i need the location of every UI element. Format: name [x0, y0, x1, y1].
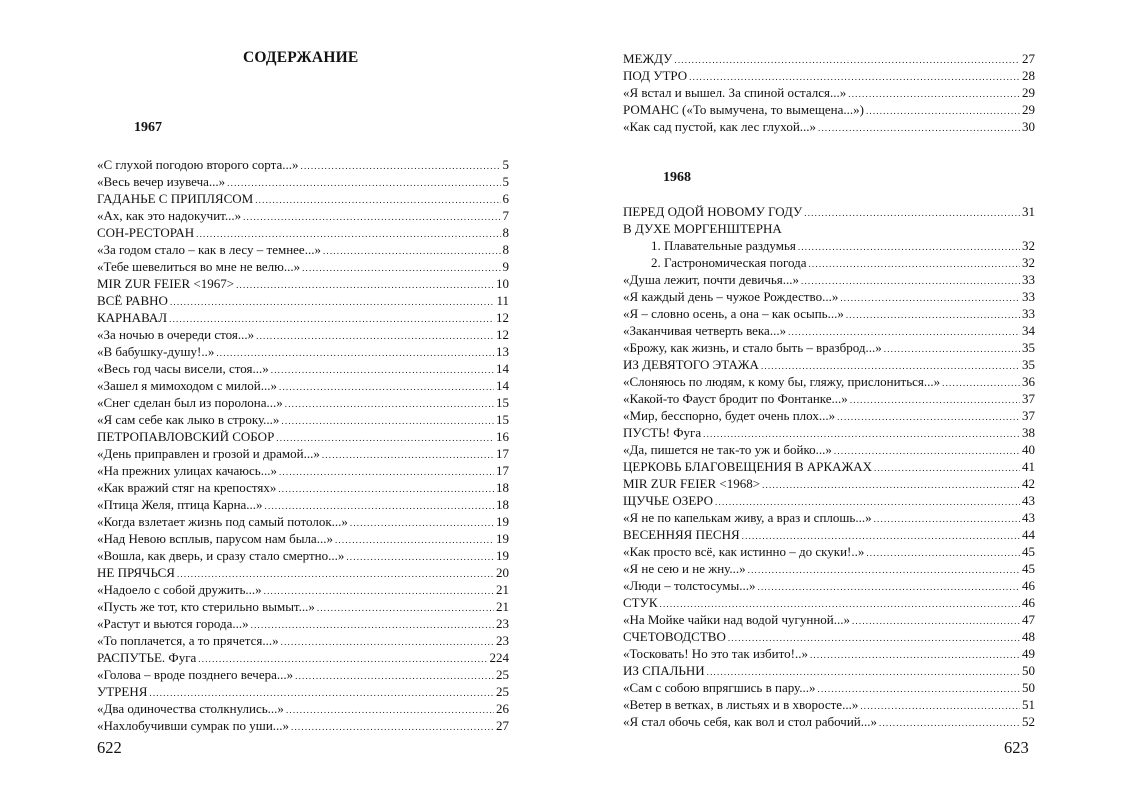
toc-entry-page: 33 [1022, 272, 1035, 287]
toc-entry-title: «Я каждый день – чужое Рождество...» [623, 289, 839, 304]
toc-entry-page: 43 [1022, 493, 1035, 508]
toc-entry-title: «Тосковать! Но это так избито!..» [623, 646, 808, 661]
toc-entry-page: 224 [489, 650, 509, 665]
toc-entry-title: «За ночью в очереди стоя...» [97, 327, 255, 342]
toc-entry-page: 23 [496, 633, 509, 648]
toc-entry-title: «На Мойке чайки над водой чугунной...» [623, 612, 850, 627]
dot-leader [256, 328, 494, 343]
dot-leader [177, 566, 494, 581]
toc-entry-title: ВЕСЕННЯЯ ПЕСНЯ [623, 527, 740, 542]
toc-entry [97, 564, 509, 581]
toc-entry [97, 190, 509, 207]
toc-entry-page: 30 [1022, 119, 1035, 134]
toc-entry-title: «Я стал обочь себя, как вол и стол рабочий...» [623, 714, 877, 729]
toc-entry [623, 628, 1035, 645]
page-number-left: 622 [97, 738, 122, 757]
toc-entry-title: «Люди – толстосумы...» [623, 578, 756, 593]
dot-leader [149, 685, 494, 700]
dot-leader [196, 226, 500, 241]
toc-entry [623, 475, 1035, 492]
toc-entry [623, 67, 1035, 84]
dot-leader [866, 545, 1020, 560]
toc-entry [623, 526, 1035, 543]
toc-entry [623, 509, 1035, 526]
toc-entry-page: 23 [496, 616, 509, 631]
toc-entry-page: 7 [502, 208, 509, 223]
toc-entry-page: 16 [496, 429, 509, 444]
dot-leader [170, 294, 495, 309]
toc-entry [623, 713, 1035, 730]
toc-entry [97, 326, 509, 343]
toc-entry-page: 41 [1022, 459, 1035, 474]
dot-leader [852, 613, 1020, 628]
toc-entry-page: 11 [496, 293, 509, 308]
toc-entry [97, 411, 509, 428]
toc-entry-title: «Тебе шевелиться во мне не велю...» [97, 259, 301, 274]
dot-leader [674, 52, 1020, 67]
toc-entry-page: 15 [496, 395, 509, 410]
toc-entry [623, 373, 1035, 390]
toc-entry [623, 407, 1035, 424]
toc-entry-title: «Какой-то Фауст бродит по Фонтанке...» [623, 391, 848, 406]
toc-entry [623, 662, 1035, 679]
toc-entry-title: КАРНАВАЛ [97, 310, 168, 325]
toc-entry-title: ПОД УТРО [623, 68, 688, 83]
toc-entry [623, 577, 1035, 594]
dot-leader [703, 426, 1020, 441]
dot-leader [804, 205, 1020, 220]
toc-entry [97, 683, 509, 700]
dot-leader [689, 69, 1020, 84]
toc-entry [623, 288, 1035, 305]
toc-entry-title: MIR ZUR FEIER <1968> [623, 476, 761, 491]
toc-entry-page: 14 [496, 361, 509, 376]
toc-entry [623, 50, 1035, 67]
toc-entry [623, 322, 1035, 339]
dot-leader [762, 477, 1020, 492]
toc-entry-page: 31 [1022, 204, 1035, 219]
dot-leader [798, 239, 1020, 254]
toc-entry-title: ГАДАНЬЕ С ПРИПЛЯСОМ [97, 191, 254, 206]
toc-entry-page: 37 [1022, 391, 1035, 406]
toc-entry-title: «С глухой погодою второго сорта...» [97, 157, 299, 172]
toc-entry-page: 27 [1022, 51, 1035, 66]
dot-leader [801, 273, 1020, 288]
toc-entry-title: ПУСТЬ! Фуга [623, 425, 702, 440]
toc-entry-page: 35 [1022, 357, 1035, 372]
toc-entry [623, 594, 1035, 611]
toc-entry [97, 258, 509, 275]
toc-entry [623, 237, 1035, 254]
toc-entry-page: 28 [1022, 68, 1035, 83]
toc-entry [97, 700, 509, 717]
dot-leader [335, 532, 494, 547]
toc-entry-title: «Я не сею и не жну...» [623, 561, 746, 576]
toc-entry-title: «Зашел я мимоходом с милой...» [97, 378, 277, 393]
toc-entry [97, 717, 509, 734]
toc-entry-page: 45 [1022, 561, 1035, 576]
dot-leader [281, 634, 494, 649]
toc-entry [97, 649, 509, 666]
toc-entry-page: 19 [496, 514, 509, 529]
toc-entry-page: 12 [496, 310, 509, 325]
toc-entry-page: 26 [496, 701, 509, 716]
dot-leader [860, 698, 1020, 713]
toc-entry-page: 21 [496, 599, 509, 614]
dot-leader [818, 681, 1021, 696]
toc-entry-page: 27 [496, 718, 509, 733]
dot-leader [866, 103, 1020, 118]
toc-entry [623, 696, 1035, 713]
toc-entry [623, 101, 1035, 118]
toc-entry [97, 598, 509, 615]
toc-entry-title: «Весь вечер изувеча...» [97, 174, 226, 189]
toc-entry [623, 492, 1035, 509]
toc-entry-title: «Душа лежит, почти девичья...» [623, 272, 800, 287]
toc-entry-title: «Нахлобучивши сумрак по уши...» [97, 718, 290, 733]
toc-entry-page: 15 [496, 412, 509, 427]
dot-leader [279, 379, 494, 394]
toc-entry [97, 615, 509, 632]
dot-leader [707, 664, 1020, 679]
dot-leader [874, 460, 1020, 475]
toc-list-1967-continued [623, 50, 1035, 135]
toc-entry-page: 33 [1022, 306, 1035, 321]
toc-entry-page: 33 [1022, 289, 1035, 304]
toc-entry-title: ЦЕРКОВЬ БЛАГОВЕЩЕНИЯ В АРКАЖАХ [623, 459, 872, 474]
toc-entry-title: РОМАНС («То вымучена, то вымещена...») [623, 102, 864, 117]
toc-entry [623, 203, 1035, 220]
toc-entry-page: 50 [1022, 680, 1035, 695]
section-year-1967: 1967 [134, 120, 162, 135]
toc-entry-page: 8 [502, 225, 509, 240]
toc-entry-title: «В бабушку-душу!..» [97, 344, 215, 359]
toc-entry [623, 679, 1035, 696]
toc-entry-page: 19 [496, 548, 509, 563]
dot-leader [660, 596, 1021, 611]
toc-entry-title: ВСЁ РАВНО [97, 293, 168, 308]
toc-entry-title: «Ветер в ветках, в листьях и в хворосте...» [623, 697, 859, 712]
toc-entry-title: «Когда взлетает жизнь под самый потолок...» [97, 514, 348, 529]
dot-leader [346, 549, 494, 564]
toc-entry-page: 50 [1022, 663, 1035, 678]
right-page [566, 0, 1132, 800]
toc-entry [623, 645, 1035, 662]
toc-entry-page: 5 [502, 157, 509, 172]
dot-leader [278, 481, 494, 496]
toc-entry-title: ИЗ СПАЛЬНИ [623, 663, 705, 678]
toc-entry-title: «Слоняюсь по людям, к кому бы, гляжу, прислониться...» [623, 374, 941, 389]
toc-entry-page: 25 [496, 667, 509, 682]
dot-leader [255, 192, 500, 207]
toc-entry-title: «Снег сделан был из поролона...» [97, 395, 283, 410]
dot-leader [227, 175, 500, 190]
toc-entry-title: ПЕТРОПАВЛОВСКИЙ СОБОР [97, 429, 275, 444]
dot-leader [285, 396, 494, 411]
dot-leader [942, 375, 1020, 390]
dot-leader [281, 413, 494, 428]
toc-entry [623, 254, 1035, 271]
dot-leader [840, 290, 1020, 305]
dot-leader [279, 464, 494, 479]
dot-leader [850, 392, 1020, 407]
toc-entry [97, 666, 509, 683]
dot-leader [291, 719, 494, 734]
toc-entry-title: «Пусть же тот, кто стерильно вымыт...» [97, 599, 315, 614]
toc-entry-title: ИЗ ДЕВЯТОГО ЭТАЖА [623, 357, 759, 372]
toc-entry-page: 21 [496, 582, 509, 597]
toc-entry-title: «Брожу, как жизнь, и стало быть – вразброд...» [623, 340, 882, 355]
toc-entry-title: НЕ ПРЯЧЬСЯ [97, 565, 175, 580]
dot-leader [742, 528, 1020, 543]
toc-entry [97, 241, 509, 258]
toc-entry-title: «Растут и вьются города...» [97, 616, 249, 631]
toc-entry-page: 17 [496, 463, 509, 478]
toc-entry-page: 6 [502, 191, 509, 206]
toc-entry [97, 309, 509, 326]
toc-entry-title: «За годом стало – как в лесу – темнее...» [97, 242, 321, 257]
toc-entry-page: 48 [1022, 629, 1035, 644]
dot-leader [808, 256, 1020, 271]
toc-entry-page: 38 [1022, 425, 1035, 440]
dot-leader [271, 362, 494, 377]
toc-entry [97, 377, 509, 394]
dot-leader [301, 158, 501, 173]
toc-entry [97, 496, 509, 513]
toc-entry-page: 51 [1022, 697, 1035, 712]
toc-entry [623, 356, 1035, 373]
contents-heading: СОДЕРЖАНИЕ [243, 49, 359, 66]
toc-entry-title: «Вошла, как дверь, и сразу стало смертно...» [97, 548, 345, 563]
toc-entry [97, 445, 509, 462]
section-year-1968: 1968 [663, 170, 691, 185]
toc-entry-page: 32 [1022, 255, 1035, 270]
toc-entry-title: СОН-РЕСТОРАН [97, 225, 195, 240]
dot-leader [317, 600, 494, 615]
toc-entry-page: 43 [1022, 510, 1035, 525]
toc-entry-title: «Я – словно осень, а она – как осыпь...» [623, 306, 844, 321]
dot-leader [286, 702, 494, 717]
dot-leader [276, 430, 494, 445]
toc-entry [97, 513, 509, 530]
toc-entry-title: УТРЕНЯ [97, 684, 148, 699]
toc-entry-title: «Ах, как это надокучит...» [97, 208, 242, 223]
toc-entry-page: 37 [1022, 408, 1035, 423]
toc-entry-page: 46 [1022, 595, 1035, 610]
toc-entry [623, 441, 1035, 458]
dot-leader [323, 243, 501, 258]
toc-entry [97, 343, 509, 360]
toc-entry-page: 5 [502, 174, 509, 189]
toc-list-1967 [97, 156, 509, 734]
dot-leader [788, 324, 1020, 339]
toc-entry [623, 543, 1035, 560]
toc-entry-title: «День приправлен и грозой и драмой...» [97, 446, 320, 461]
toc-entry-title: «То поплачется, а то прячется...» [97, 633, 279, 648]
page-number-right: 623 [1004, 738, 1029, 757]
dot-leader [216, 345, 494, 360]
toc-entry-page: 17 [496, 446, 509, 461]
toc-entry-page: 20 [496, 565, 509, 580]
toc-entry [623, 424, 1035, 441]
toc-entry [623, 339, 1035, 356]
toc-entry-page: 14 [496, 378, 509, 393]
toc-entry-page: 46 [1022, 578, 1035, 593]
toc-entry [623, 560, 1035, 577]
dot-leader [243, 209, 500, 224]
dot-leader [295, 668, 494, 683]
toc-entry-page: 12 [496, 327, 509, 342]
toc-entry [623, 305, 1035, 322]
toc-entry-page: 42 [1022, 476, 1035, 491]
dot-leader [761, 358, 1020, 373]
toc-entry-page: 34 [1022, 323, 1035, 338]
toc-entry-title: СЧЕТОВОДСТВО [623, 629, 726, 644]
toc-entry [97, 530, 509, 547]
toc-entry [97, 581, 509, 598]
toc-entry [623, 220, 1035, 237]
toc-entry-title: «Как сад пустой, как лес глухой...» [623, 119, 817, 134]
toc-entry-page: 49 [1022, 646, 1035, 661]
toc-entry-title: «Я сам себе как лыко в строку...» [97, 412, 280, 427]
toc-entry-title: «Мир, бесспорно, будет очень плох...» [623, 408, 836, 423]
toc-entry-title: РАСПУТЬЕ. Фуга [97, 650, 197, 665]
toc-entry [97, 275, 509, 292]
dot-leader [265, 498, 494, 513]
toc-entry-title: «Я встал и вышел. За спиной остался...» [623, 85, 847, 100]
dot-leader [198, 651, 487, 666]
toc-entry-page: 36 [1022, 374, 1035, 389]
toc-entry-title: «На прежних улицах качаюсь...» [97, 463, 277, 478]
dot-leader [264, 583, 494, 598]
toc-entry-page: 44 [1022, 527, 1035, 542]
toc-entry [623, 118, 1035, 135]
dot-leader [251, 617, 494, 632]
toc-entry-page: 29 [1022, 102, 1035, 117]
toc-entry [97, 632, 509, 649]
toc-entry-title: «Голова – вроде позднего вечера...» [97, 667, 294, 682]
toc-entry-title: MIR ZUR FEIER <1967> [97, 276, 235, 291]
toc-entry-page: 18 [496, 497, 509, 512]
dot-leader [350, 515, 494, 530]
toc-entry [623, 271, 1035, 288]
toc-entry-page: 25 [496, 684, 509, 699]
toc-entry [623, 84, 1035, 101]
toc-entry [97, 547, 509, 564]
dot-leader [848, 86, 1020, 101]
toc-entry [623, 611, 1035, 628]
toc-entry-title: «Я не по капелькам живу, а враз и сплошь...» [623, 510, 872, 525]
toc-entry [97, 207, 509, 224]
toc-entry [97, 173, 509, 190]
dot-leader [846, 307, 1020, 322]
dot-leader [302, 260, 500, 275]
dot-leader [322, 447, 494, 462]
toc-entry-title: «Птица Желя, птица Карна...» [97, 497, 263, 512]
toc-entry [623, 458, 1035, 475]
dot-leader [236, 277, 494, 292]
toc-entry-title: «Как просто всё, как истинно – до скуки!..» [623, 544, 865, 559]
dot-leader [169, 311, 494, 326]
toc-entry-page: 40 [1022, 442, 1035, 457]
toc-entry-page: 9 [502, 259, 509, 274]
toc-entry-title: «Надоело с собой дружить...» [97, 582, 262, 597]
toc-entry [97, 428, 509, 445]
toc-entry-title: «Весь год часы висели, стоя...» [97, 361, 269, 376]
toc-entry-title: «Да, пишется не так-то уж и бойко...» [623, 442, 832, 457]
toc-entry-page: 8 [502, 242, 509, 257]
toc-entry-title: «Над Невою всплыв, парусом нам была...» [97, 531, 333, 546]
toc-entry-page: 35 [1022, 340, 1035, 355]
toc-entry [97, 224, 509, 241]
toc-entry-page: 32 [1022, 238, 1035, 253]
toc-entry-title: ПЕРЕД ОДОЙ НОВОМУ ГОДУ [623, 204, 803, 219]
toc-entry-title: СТУК [623, 595, 658, 610]
toc-entry [623, 390, 1035, 407]
toc-entry [97, 479, 509, 496]
toc-entry [97, 360, 509, 377]
toc-entry [97, 462, 509, 479]
dot-leader [758, 579, 1020, 594]
toc-entry-page: 52 [1022, 714, 1035, 729]
toc-entry [97, 156, 509, 173]
toc-entry-title: «Сам с собою впрягшись в пару...» [623, 680, 816, 695]
dot-leader [818, 120, 1020, 135]
toc-entry-title: ЩУЧЬЕ ОЗЕРО [623, 493, 714, 508]
toc-entry-title: МЕЖДУ [623, 51, 673, 66]
dot-leader [837, 409, 1020, 424]
toc-entry-page: 18 [496, 480, 509, 495]
toc-entry-page: 45 [1022, 544, 1035, 559]
dot-leader [834, 443, 1020, 458]
toc-entry [97, 394, 509, 411]
toc-entry-page: 10 [496, 276, 509, 291]
toc-entry-page: 29 [1022, 85, 1035, 100]
toc-entry [97, 292, 509, 309]
dot-leader [884, 341, 1020, 356]
dot-leader [874, 511, 1020, 526]
toc-list-1968 [623, 203, 1035, 730]
toc-entry-page: 19 [496, 531, 509, 546]
dot-leader [879, 715, 1020, 730]
dot-leader [810, 647, 1020, 662]
toc-entry-title: 2. Гастрономическая погода [651, 255, 807, 270]
toc-entry-page: 13 [496, 344, 509, 359]
dot-leader [748, 562, 1020, 577]
toc-entry-title: «Заканчивая четверть века...» [623, 323, 787, 338]
toc-entry-page: 47 [1022, 612, 1035, 627]
toc-entry-title: В ДУХЕ МОРГЕНШТЕРНА [623, 221, 782, 236]
toc-entry-title: «Два одиночества столкнулись...» [97, 701, 284, 716]
dot-leader [728, 630, 1020, 645]
toc-entry-title: «Как вражий стяг на крепостях» [97, 480, 277, 495]
toc-entry-title: 1. Плавательные раздумья [651, 238, 796, 253]
dot-leader [715, 494, 1020, 509]
